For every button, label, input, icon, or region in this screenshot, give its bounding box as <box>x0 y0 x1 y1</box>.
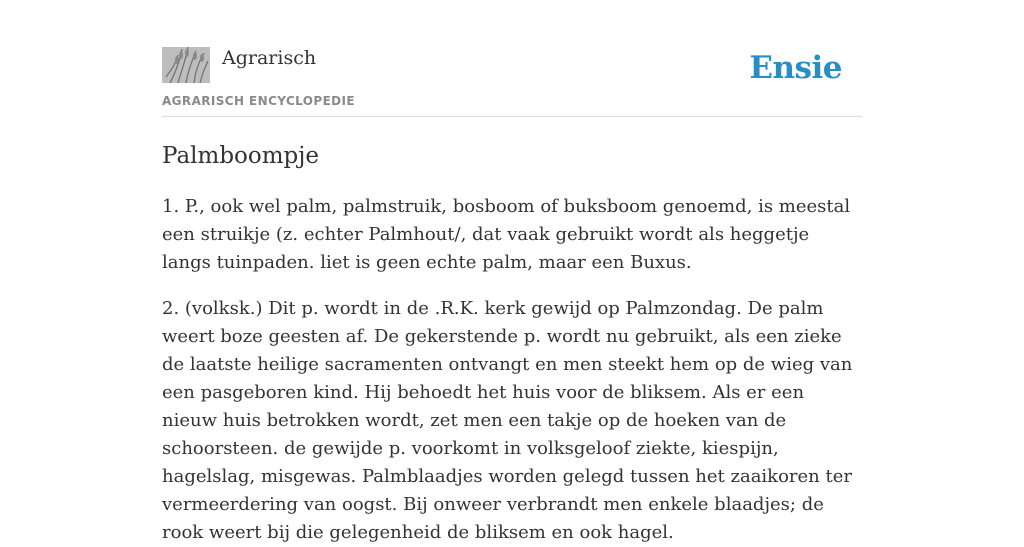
page <box>162 0 862 547</box>
paragraph-1: 1. P., ook wel palm, palmstruik, bosboom of buksboom genoemd, is meestal een struikje (z. echter Palmhout/, dat vaak gebruikt wordt als heggetje langs tuinpaden. liet is geen echte palm, maar een Buxus. <box>162 196 851 273</box>
brand-logo[interactable]: Ensie <box>749 50 842 86</box>
article-title: Palmboompje <box>162 143 320 169</box>
header <box>162 46 862 117</box>
article-body <box>162 193 862 547</box>
source-subtitle[interactable]: AGRARISCH ENCYCLOPEDIE <box>162 94 355 108</box>
source-name[interactable]: Agrarisch <box>222 47 317 69</box>
wheat-icon[interactable] <box>162 47 210 83</box>
paragraph-2: 2. (volksk.) Dit p. wordt in de .R.K. kerk gewijd op Palmzondag. De palm weert boze geesten af. De gekerstende p. wordt nu gebruikt, als een zieke de laatste heilige sacramenten ontvangt en men steekt hem op de wieg van een pasgeboren kind. Hij behoedt het huis voor de bliksem. Als er een nieuw huis betrokken wordt, zet men een takje op de hoeken van de schoorsteen. de gewijde p. voorkomt in volksgeloof ziekte, kiespijn, hagelslag, misgewas. Palmblaadjes worden gelegd tussen het zaaikoren ter vermeerdering van oogst. Bij onweer verbrandt men enkele blaadjes; de rook weert bij die gelegenheid de bliksem en ook hagel. <box>162 298 853 543</box>
